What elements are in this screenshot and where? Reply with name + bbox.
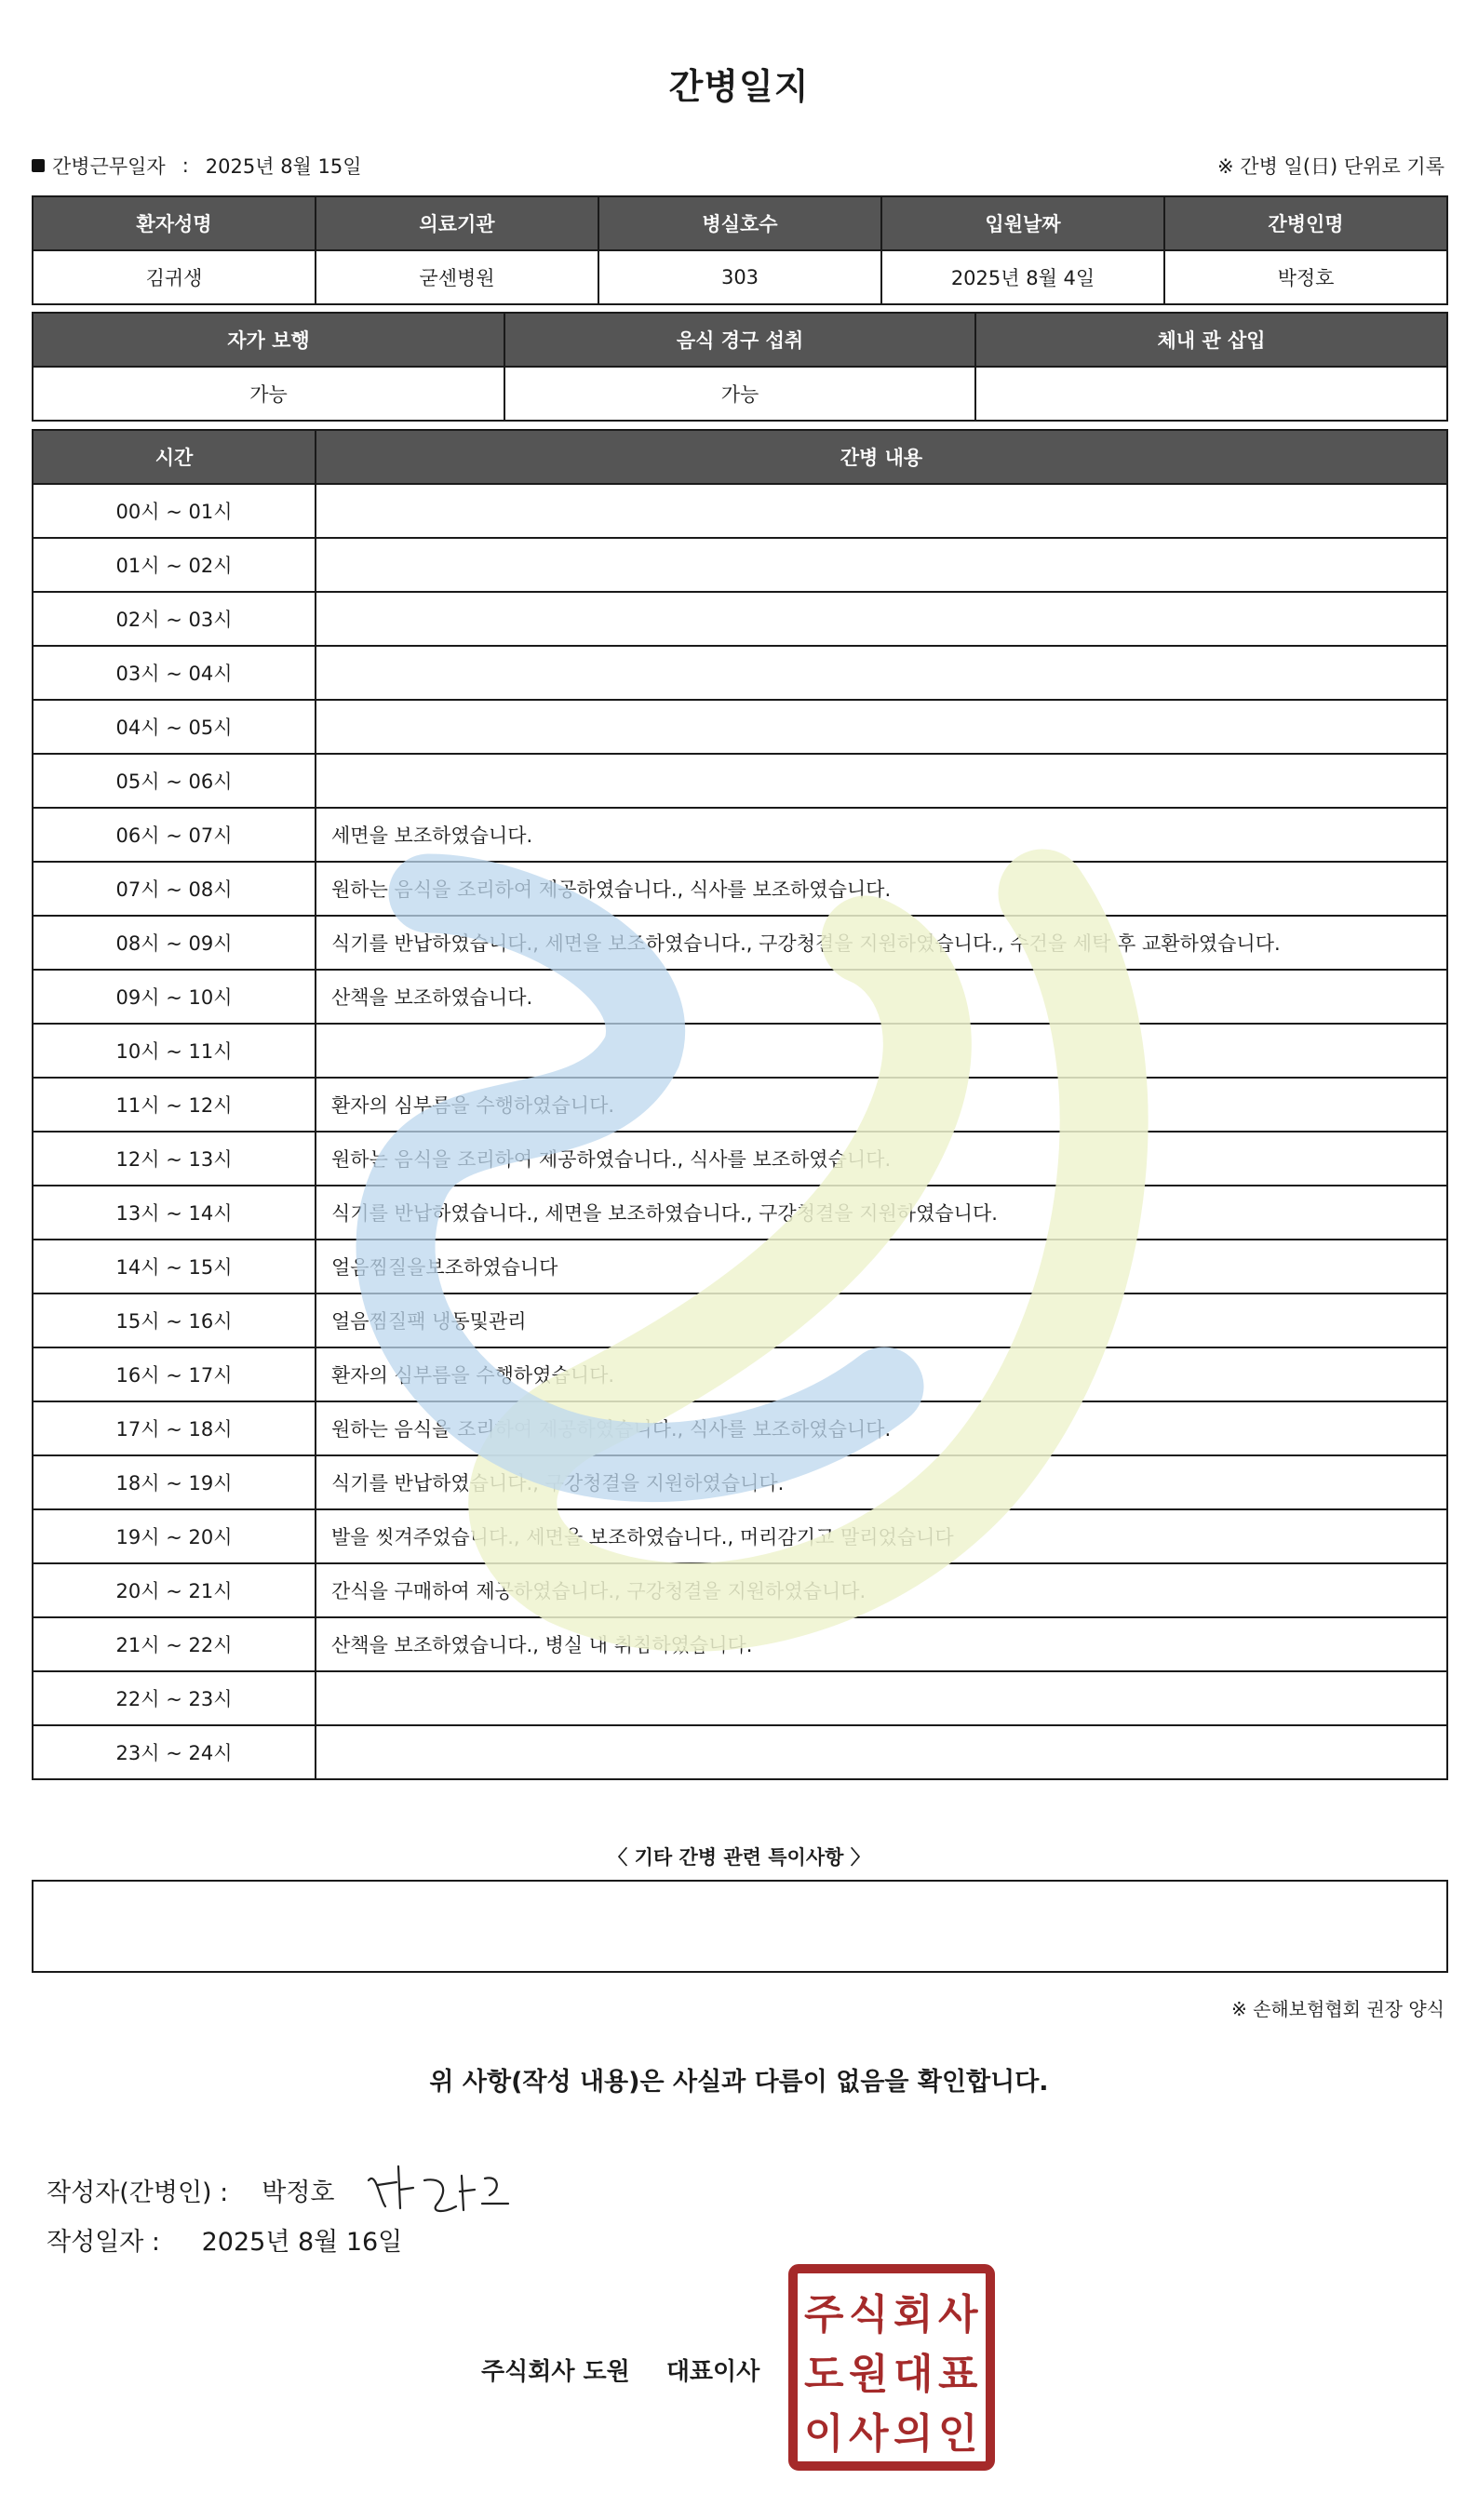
- schedule-row: [33, 970, 1447, 1024]
- schedule-row: [33, 1347, 1447, 1401]
- header-oral-intake: 음식 경구 섭취: [504, 313, 975, 367]
- patient-ability-table: [32, 312, 1448, 422]
- oral-intake-value: 가능: [504, 367, 975, 421]
- form-note: ※ 손해보험협회 권장 양식: [1230, 1998, 1444, 2020]
- time-slot: 10시 ~ 11시: [33, 1024, 316, 1078]
- seal-glyph: 도: [804, 2351, 844, 2398]
- company-name: 주식회사 도원: [481, 2358, 630, 2386]
- schedule-row: [33, 754, 1447, 808]
- schedule-row: [33, 1240, 1447, 1294]
- time-slot: 17시 ~ 18시: [33, 1401, 316, 1455]
- care-content: 원하는 음식을 조리하여 제공하였습니다., 식사를 보조하였습니다.: [316, 862, 1447, 916]
- schedule-row: [33, 1563, 1447, 1617]
- care-content: 산책을 보조하였습니다.: [316, 970, 1447, 1024]
- remarks-box: [32, 1880, 1448, 1973]
- writer-label: 작성자(간병인) :: [47, 2178, 229, 2207]
- care-content: 발을 씻겨주었습니다., 세면을 보조하였습니다., 머리감기고 말리었습니다: [316, 1509, 1447, 1563]
- schedule-row: [33, 1186, 1447, 1240]
- care-content: [316, 700, 1447, 754]
- time-slot: 11시 ~ 12시: [33, 1078, 316, 1132]
- care-content: 원하는 음식을 조리하여 제공하였습니다., 식사를 보조하였습니다.: [316, 1132, 1447, 1186]
- schedule-row: [33, 1401, 1447, 1455]
- schedule-row: [33, 1024, 1447, 1078]
- time-slot: 21시 ~ 22시: [33, 1617, 316, 1671]
- care-content: 식기를 반납하였습니다., 세면을 보조하였습니다., 구강청결을 지원하였습니다., 수건을 세탁 후 교환하였습니다.: [316, 916, 1447, 970]
- schedule-row: [33, 1509, 1447, 1563]
- time-slot: 06시 ~ 07시: [33, 808, 316, 862]
- schedule-row: [33, 646, 1447, 700]
- document-title: 간병일지: [668, 66, 810, 107]
- work-date-value: 2025년 8월 15일: [205, 155, 362, 178]
- care-content: 환자의 심부름을 수행하였습니다.: [316, 1347, 1447, 1401]
- seal-glyph: 회: [894, 2291, 934, 2339]
- self-walking-value: 가능: [33, 367, 504, 421]
- schedule-row: [33, 538, 1447, 592]
- schedule-row: [33, 700, 1447, 754]
- tube-insertion-value: [975, 367, 1447, 421]
- remarks-title: 〈 기타 간병 관련 특이사항 〉: [608, 1846, 870, 1869]
- confirmation-statement: 위 사항(작성 내용)은 사실과 다름이 없음을 확인합니다.: [429, 2068, 1049, 2097]
- unit-note: ※ 간병 일(日) 단위로 기록: [1217, 155, 1444, 178]
- header-hospital: 의료기관: [316, 196, 598, 250]
- header-tube-insertion: 체내 관 삽입: [975, 313, 1447, 367]
- header-time: 시간: [33, 430, 316, 484]
- work-date-separator: :: [181, 154, 189, 177]
- schedule-row: [33, 862, 1447, 916]
- header-admission-date: 입원날짜: [881, 196, 1164, 250]
- patient-name: 김귀생: [33, 250, 316, 304]
- care-content: [316, 1024, 1447, 1078]
- seal-glyph: 대: [894, 2351, 934, 2398]
- room-number: 303: [598, 250, 881, 304]
- care-content: [316, 646, 1447, 700]
- care-content: [316, 484, 1447, 538]
- care-schedule-table: [32, 429, 1448, 1780]
- care-content: [316, 1671, 1447, 1725]
- time-slot: 20시 ~ 21시: [33, 1563, 316, 1617]
- header-caregiver-name: 간병인명: [1164, 196, 1447, 250]
- schedule-row: [33, 1455, 1447, 1509]
- company-line: [481, 2352, 759, 2387]
- care-content: 산책을 보조하였습니다., 병실 내 취침하였습니다.: [316, 1617, 1447, 1671]
- schedule-row: [33, 1078, 1447, 1132]
- seal-glyph: 식: [849, 2291, 889, 2339]
- header-room-number: 병실호수: [598, 196, 881, 250]
- writer-name: 박정호: [262, 2178, 335, 2207]
- writer-line: [47, 2152, 517, 2227]
- care-content: 원하는 음식을 조리하여 제공하였습니다., 식사를 보조하였습니다.: [316, 1401, 1447, 1455]
- schedule-row: [33, 1294, 1447, 1347]
- seal-glyph: 사: [849, 2410, 889, 2458]
- care-content: 식기를 반납하였습니다., 세면을 보조하였습니다., 구강청결을 지원하였습니다.: [316, 1186, 1447, 1240]
- care-content: 환자의 심부름을 수행하였습니다.: [316, 1078, 1447, 1132]
- schedule-row: [33, 808, 1447, 862]
- schedule-row: [33, 1671, 1447, 1725]
- time-slot: 18시 ~ 19시: [33, 1455, 316, 1509]
- header-patient-name: 환자성명: [33, 196, 316, 250]
- schedule-row: [33, 916, 1447, 970]
- company-seal-stamp: [787, 2263, 996, 2472]
- time-slot: 22시 ~ 23시: [33, 1671, 316, 1725]
- time-slot: 02시 ~ 03시: [33, 592, 316, 646]
- time-slot: 15시 ~ 16시: [33, 1294, 316, 1347]
- time-slot: 03시 ~ 04시: [33, 646, 316, 700]
- work-date-label: 간병근무일자: [52, 155, 166, 178]
- caregiver-name: 박정호: [1164, 250, 1447, 304]
- care-content: [316, 592, 1447, 646]
- patient-info-table: [32, 195, 1448, 305]
- signature-image: [359, 2152, 517, 2227]
- care-content: 간식을 구매하여 제공하였습니다., 구강청결을 지원하였습니다.: [316, 1563, 1447, 1617]
- bullet-square-icon: [32, 159, 45, 172]
- care-content: 얼음찜질팩 냉동및관리: [316, 1294, 1447, 1347]
- seal-glyph: 이: [804, 2410, 844, 2458]
- schedule-row: [33, 1617, 1447, 1671]
- schedule-row: [33, 484, 1447, 538]
- time-slot: 04시 ~ 05시: [33, 700, 316, 754]
- company-title: 대표이사: [665, 2358, 760, 2386]
- time-slot: 12시 ~ 13시: [33, 1132, 316, 1186]
- care-content: [316, 538, 1447, 592]
- schedule-row: [33, 1725, 1447, 1779]
- admission-date: 2025년 8월 4일: [881, 250, 1164, 304]
- time-slot: 16시 ~ 17시: [33, 1347, 316, 1401]
- schedule-row: [33, 592, 1447, 646]
- seal-glyph: 인: [938, 2410, 978, 2458]
- written-date-label: 작성일자 :: [47, 2228, 161, 2257]
- seal-glyph: 표: [938, 2351, 978, 2398]
- schedule-rows: [33, 484, 1447, 1779]
- time-slot: 23시 ~ 24시: [33, 1725, 316, 1779]
- seal-glyph: 의: [894, 2410, 934, 2458]
- time-slot: 07시 ~ 08시: [33, 862, 316, 916]
- time-slot: 13시 ~ 14시: [33, 1186, 316, 1240]
- header-self-walking: 자가 보행: [33, 313, 504, 367]
- care-content: 얼음찜질을보조하였습니다: [316, 1240, 1447, 1294]
- seal-glyph: 주: [804, 2291, 844, 2339]
- time-slot: 14시 ~ 15시: [33, 1240, 316, 1294]
- schedule-row: [33, 1132, 1447, 1186]
- time-slot: 00시 ~ 01시: [33, 484, 316, 538]
- seal-glyph: 원: [849, 2351, 889, 2398]
- care-content: [316, 1725, 1447, 1779]
- time-slot: 08시 ~ 09시: [33, 916, 316, 970]
- hospital-name: 굳센병원: [316, 250, 598, 304]
- time-slot: 09시 ~ 10시: [33, 970, 316, 1024]
- care-content: [316, 754, 1447, 808]
- care-content: 세면을 보조하였습니다.: [316, 808, 1447, 862]
- seal-glyph: 사: [938, 2291, 978, 2339]
- time-slot: 01시 ~ 02시: [33, 538, 316, 592]
- time-slot: 19시 ~ 20시: [33, 1509, 316, 1563]
- work-date-line: [32, 152, 362, 180]
- care-content: 식기를 반납하였습니다., 구강청결을 지원하였습니다.: [316, 1455, 1447, 1509]
- header-care-content: 간병 내용: [316, 430, 1447, 484]
- time-slot: 05시 ~ 06시: [33, 754, 316, 808]
- written-date-line: [47, 2221, 402, 2258]
- written-date-value: 2025년 8월 16일: [201, 2228, 403, 2257]
